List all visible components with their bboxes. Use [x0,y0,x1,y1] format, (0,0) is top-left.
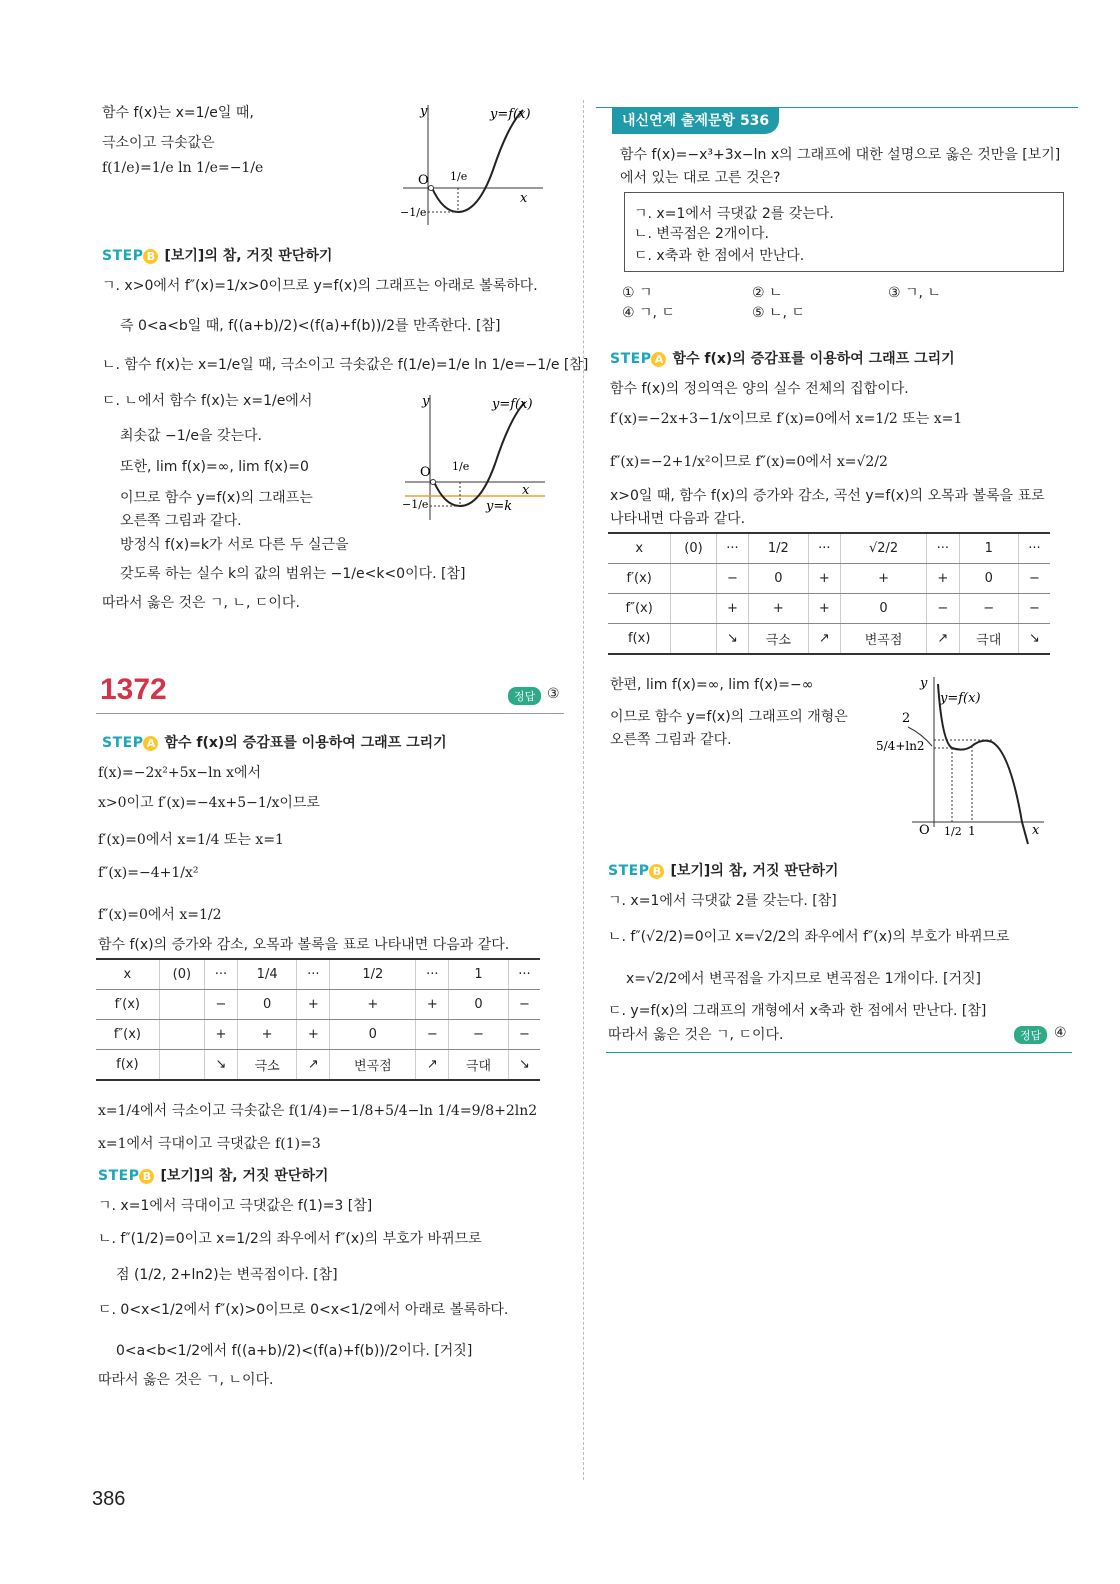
graph3-origin: O [919,823,930,838]
graph2-x-label: x [522,483,530,498]
graph1-tick-y: −1/e [400,206,427,219]
b1-line-4: ㄷ. ㄴ에서 함수 f(x)는 x=1/e에서 [102,393,313,409]
graph3-tick-one: 1 [968,824,976,838]
answer-badge-left: 정답 [508,687,541,705]
b1-line-5: 최솟값 −1/e을 갖는다. [120,428,262,444]
a2-line-2: x>0이고 f′(x)=−4x+5−1/x이므로 [98,795,320,811]
a2-line-5: f″(x)=0에서 x=1/2 [98,907,222,923]
b1-line-9: 방정식 f(x)=k가 서로 다른 두 실근을 [120,537,349,553]
bogi-item-3: ㄷ. x축과 한 점에서 만난다. [634,248,805,264]
b-line-4: ㄷ. y=f(x)의 그래프의 개형에서 x축과 한 점에서 만난다. [참] [608,1003,987,1019]
b1-line-7: 이므로 함수 y=f(x)의 그래프는 [120,490,313,506]
graph3-tick-half: 1/2 [944,825,962,838]
graph3-x-label: x [1032,823,1040,838]
problem-divider [96,713,564,714]
b-line-1: ㄱ. x=1에서 극댓값 2를 갖는다. [참] [608,893,837,909]
top-line-3: f(1/e)=1/e ln 1/e=−1/e [102,160,264,176]
graph-1 [398,100,548,230]
step-a2-heading: STEP A 함수 f(x)의 증감표를 이용하여 그래프 그리기 [102,735,447,751]
question-line-1: 함수 f(x)=−x³+3x−ln x의 그래프에 대한 설명으로 옳은 것만을 [보기] [620,147,1061,163]
b1-line-3: ㄴ. 함수 f(x)는 x=1/e일 때, 극소이고 극솟값은 f(1/e)=1/e ln 1/e=−1/e [참] [102,357,589,373]
after-table-1: x=1/4에서 극소이고 극솟값은 f(1/4)=−1/8+5/4−ln 1/4=9/8+2ln2 [98,1103,538,1119]
bogi-item-1: ㄱ. x=1에서 극댓값 2를 갖는다. [634,206,834,222]
graph1-y-label: y [420,104,428,119]
table1-header-row: x (0) ··· 1/4 ··· 1/2 ··· 1 ··· [96,959,540,990]
a2-line-6: 함수 f(x)의 증가와 감소, 오목과 볼록을 표로 나타내면 다음과 같다. [98,937,510,953]
graph-2 [400,390,550,525]
step-a-heading: STEP A 함수 f(x)의 증감표를 이용하여 그래프 그리기 [610,351,955,367]
b2-line-6: 따라서 옳은 것은 ㄱ, ㄴ이다. [98,1372,274,1388]
table-2 [608,532,1050,655]
r-after-table-2: 이므로 함수 y=f(x)의 그래프의 개형은 [610,709,848,725]
b-line-2: ㄴ. f″(√2/2)=0이고 x=√2/2의 좌우에서 f″(x)의 부호가 바뀌므로 [608,929,1010,945]
graph2-line-label: y=k [486,499,513,514]
step-b-heading: STEP B [보기]의 참, 거짓 판단하기 [608,863,839,879]
step-b1-heading: STEP B [보기]의 참, 거짓 판단하기 [102,248,333,264]
b2-line-2: ㄴ. f″(1/2)=0이고 x=1/2의 좌우에서 f″(x)의 부호가 바뀌므로 [98,1231,482,1247]
a-line-1: 함수 f(x)의 정의역은 양의 실수 전체의 집합이다. [610,381,909,397]
table2-row: f′(x) − 0 + + + 0 − [608,564,1050,594]
page-number: 386 [92,1488,126,1510]
graph2-curve-label: y=f(x) [492,397,533,412]
table1-row: f″(x) + + + 0 − − − [96,1020,540,1050]
answer-value-right: ④ [1054,1025,1067,1041]
a-line-3: f″(x)=−2+1/x²이므로 f″(x)=0에서 x=√2/2 [610,454,888,470]
graph3-val-min: 5/4+ln2 [876,739,925,753]
answer-badge-right: 정답 [1014,1026,1047,1044]
choice-1: ① ㄱ [622,285,653,301]
problem-number: 1372 [100,673,167,706]
table2-row: f(x) ↘ 극소 ↗ 변곡점 ↗ 극대 ↘ [608,624,1050,655]
graph2-y-label: y [422,394,430,409]
graph1-origin: O [418,173,429,188]
r-after-table-1: 한편, lim f(x)=∞, lim f(x)=−∞ [610,677,814,693]
a2-line-4: f″(x)=−4+1/x² [98,865,199,881]
graph1-curve-label: y=f(x) [490,107,531,122]
graph3-curve-label: y=f(x) [940,691,981,706]
table1-row: f(x) ↘ 극소 ↗ 변곡점 ↗ 극대 ↘ [96,1050,540,1081]
b1-line-2: 즉 0<a<b일 때, f((a+b)/2)<(f(a)+f(b))/2를 만족한다. [참] [120,318,501,334]
b1-line-6: 또한, lim f(x)=∞, lim f(x)=0 [120,459,309,475]
r-after-table-3: 오른쪽 그림과 같다. [610,732,732,748]
graph3-val-2: 2 [902,711,911,726]
choice-3: ③ ㄱ, ㄴ [888,285,941,301]
b-line-3: x=√2/2에서 변곡점을 가지므로 변곡점은 1개이다. [거짓] [626,971,981,987]
a-line-5: 나타내면 다음과 같다. [610,511,746,527]
graph1-tick-x: 1/e [450,170,468,183]
top-line-2: 극소이고 극솟값은 [102,135,215,151]
b1-line-11: 따라서 옳은 것은 ㄱ, ㄴ, ㄷ이다. [102,595,300,611]
table1-row: f′(x) − 0 + + + 0 − [96,990,540,1020]
b1-line-10: 갖도록 하는 실수 k의 값의 범위는 −1/e<k<0이다. [참] [120,566,466,582]
right-bottom-line [606,1052,1072,1053]
b2-line-3: 점 (1/2, 2+ln2)는 변곡점이다. [참] [116,1267,338,1283]
a2-line-1: f(x)=−2x²+5x−ln x에서 [98,765,262,781]
table2-header-row: x (0) ··· 1/2 ··· √2/2 ··· 1 ··· [608,533,1050,564]
column-divider [583,100,584,1480]
b1-line-1: ㄱ. x>0에서 f″(x)=1/x>0이므로 y=f(x)의 그래프는 아래로 볼록하다. [102,278,538,294]
bogi-item-2: ㄴ. 변곡점은 2개이다. [634,226,769,242]
a2-line-3: f′(x)=0에서 x=1/4 또는 x=1 [98,832,284,848]
b1-line-8: 오른쪽 그림과 같다. [120,513,242,529]
b2-line-5: 0<a<b<1/2에서 f((a+b)/2)<(f(a)+f(b))/2이다. [거짓] [116,1343,473,1359]
b-line-5: 따라서 옳은 것은 ㄱ, ㄷ이다. [608,1027,784,1043]
top-line-1: 함수 f(x)는 x=1/e일 때, [102,105,254,121]
b2-line-1: ㄱ. x=1에서 극대이고 극댓값은 f(1)=3 [참] [98,1198,373,1214]
table-1 [96,958,540,1081]
a-line-4: x>0일 때, 함수 f(x)의 증가와 감소, 곡선 y=f(x)의 오목과 볼록을 표로 [610,488,1045,504]
header-tag: 내신연계 출제문항 536 [612,108,779,134]
table2-row: f″(x) + + + 0 − − − [608,594,1050,624]
choice-4: ④ ㄱ, ㄷ [622,305,675,321]
choice-5: ⑤ ㄴ, ㄷ [752,305,805,321]
answer-value-left: ③ [547,686,560,702]
graph2-tick-x: 1/e [452,460,470,473]
a-line-2: f′(x)=−2x+3−1/x이므로 f′(x)=0에서 x=1/2 또는 x=1 [610,411,963,427]
graph3-y-label: y [920,676,928,691]
graph1-x-label: x [520,191,528,206]
graph2-origin: O [420,465,431,480]
b2-line-4: ㄷ. 0<x<1/2에서 f″(x)>0이므로 0<x<1/2에서 아래로 볼록하다. [98,1302,509,1318]
question-line-2: 에서 있는 대로 고른 것은? [620,170,781,186]
after-table-2: x=1에서 극대이고 극댓값은 f(1)=3 [98,1136,321,1152]
choice-2: ② ㄴ [752,285,783,301]
step-b2-heading: STEP B [보기]의 참, 거짓 판단하기 [98,1168,329,1184]
graph2-tick-y: −1/e [402,498,429,511]
graph-3 [872,672,1052,852]
